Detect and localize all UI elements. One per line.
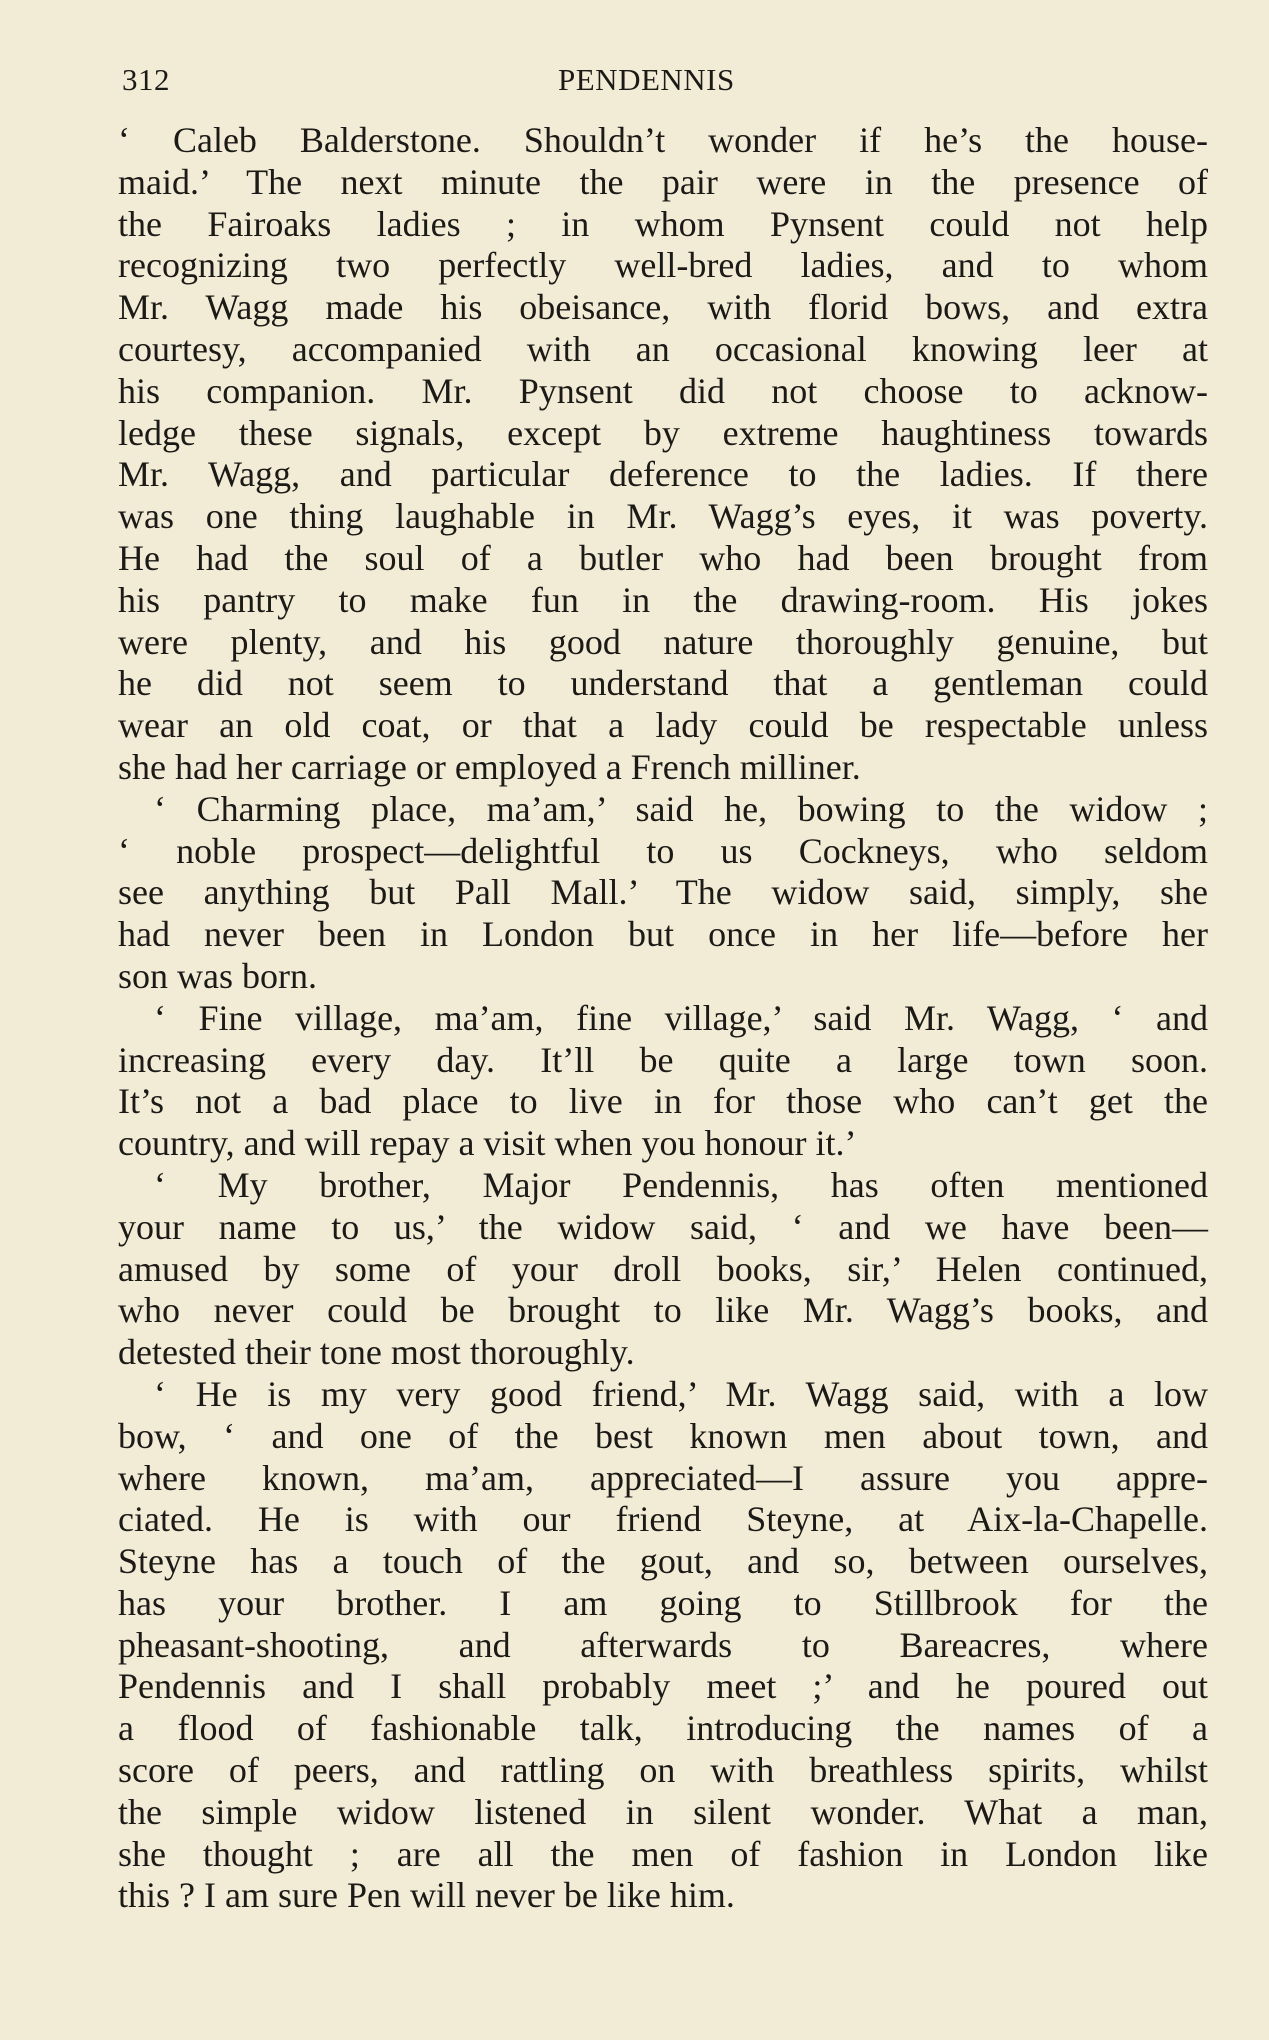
text-line: ‘ Caleb Balderstone. Shouldn’t wonder if he’s the house-: [118, 120, 1208, 160]
text-line: ‘ Charming place, ma’am,’ said he, bowing to the widow ;: [154, 788, 1208, 829]
book-title: PENDENNIS: [558, 62, 735, 97]
text-line: see anything but Pall Mall.’ The widow said, simply, she: [118, 872, 1208, 913]
text-line: were plenty, and his good nature thoroughly genuine, but: [118, 621, 1208, 662]
text-line: the Fairoaks ladies ; in whom Pynsent could not help: [118, 203, 1208, 244]
running-head: [118, 56, 1208, 104]
text-line: bow, ‘ and one of the best known men about town, and: [118, 1415, 1208, 1456]
text-line: pheasant-shooting, and afterwards to Bareacres, where: [118, 1624, 1208, 1665]
text-line: the simple widow listened in silent wonder. What a man,: [118, 1791, 1208, 1832]
text-line: he did not seem to understand that a gentleman could: [118, 663, 1208, 704]
text-line: detested their tone most thoroughly.: [118, 1332, 635, 1373]
text-line: country, and will repay a visit when you honour it.’: [118, 1123, 857, 1164]
text-line: It’s not a bad place to live in for those who can’t get the: [118, 1081, 1208, 1122]
text-line: He had the soul of a butler who had been brought from: [118, 537, 1208, 578]
text-line: ‘ He is my very good friend,’ Mr. Wagg said, with a low: [154, 1373, 1208, 1414]
text-line: Mr. Wagg made his obeisance, with florid bows, and extra: [118, 287, 1208, 328]
text-line: had never been in London but once in her life—before her: [118, 914, 1208, 955]
text-line: she had her carriage or employed a French milliner.: [118, 746, 861, 787]
text-line: was one thing laughable in Mr. Wagg’s eyes, it was poverty.: [118, 496, 1208, 537]
text-line: son was born.: [118, 955, 317, 996]
text-line: Pendennis and I shall probably meet ;’ and he poured out: [118, 1666, 1208, 1707]
text-line: ‘ My brother, Major Pendennis, has often mentioned: [154, 1164, 1208, 1205]
text-line: ledge these signals, except by extreme haughtiness towards: [118, 412, 1208, 453]
text-line: amused by some of your droll books, sir,’ Helen continued,: [118, 1248, 1208, 1289]
page-number: 312: [122, 62, 170, 97]
text-line: who never could be brought to like Mr. Wagg’s books, and: [118, 1290, 1208, 1331]
text-line: wear an old coat, or that a lady could be respectable unless: [118, 705, 1208, 746]
text-line: your name to us,’ the widow said, ‘ and we have been—: [118, 1206, 1208, 1247]
text-line: this ? I am sure Pen will never be like him.: [118, 1875, 735, 1916]
text-line: ‘ Fine village, ma’am, fine village,’ said Mr. Wagg, ‘ and: [154, 997, 1208, 1038]
text-line: has your brother. I am going to Stillbrook for the: [118, 1582, 1208, 1623]
text-line: Mr. Wagg, and particular deference to the ladies. If there: [118, 454, 1208, 495]
text-line: his pantry to make fun in the drawing-room. His jokes: [118, 579, 1208, 620]
text-line: Steyne has a touch of the gout, and so, between ourselves,: [118, 1541, 1208, 1582]
body-text: [118, 120, 1208, 1917]
text-line: score of peers, and rattling on with breathless spirits, whilst: [118, 1750, 1208, 1791]
text-line: maid.’ The next minute the pair were in the presence of: [118, 161, 1208, 202]
text-line: a flood of fashionable talk, introducing the names of a: [118, 1708, 1208, 1749]
text-line: she thought ; are all the men of fashion in London like: [118, 1833, 1208, 1874]
text-line: recognizing two perfectly well-bred ladies, and to whom: [118, 245, 1208, 286]
text-line: ciated. He is with our friend Steyne, at Aix-la-Chapelle.: [118, 1499, 1208, 1540]
text-line: his companion. Mr. Pynsent did not choose to acknow-: [118, 370, 1208, 411]
text-line: ‘ noble prospect—delightful to us Cockneys, who seldom: [118, 830, 1208, 871]
text-line: courtesy, accompanied with an occasional knowing leer at: [118, 328, 1208, 369]
text-line: increasing every day. It’ll be quite a large town soon.: [118, 1039, 1208, 1080]
text-line: where known, ma’am, appreciated—I assure you appre-: [118, 1457, 1208, 1498]
book-page: [118, 56, 1208, 1917]
